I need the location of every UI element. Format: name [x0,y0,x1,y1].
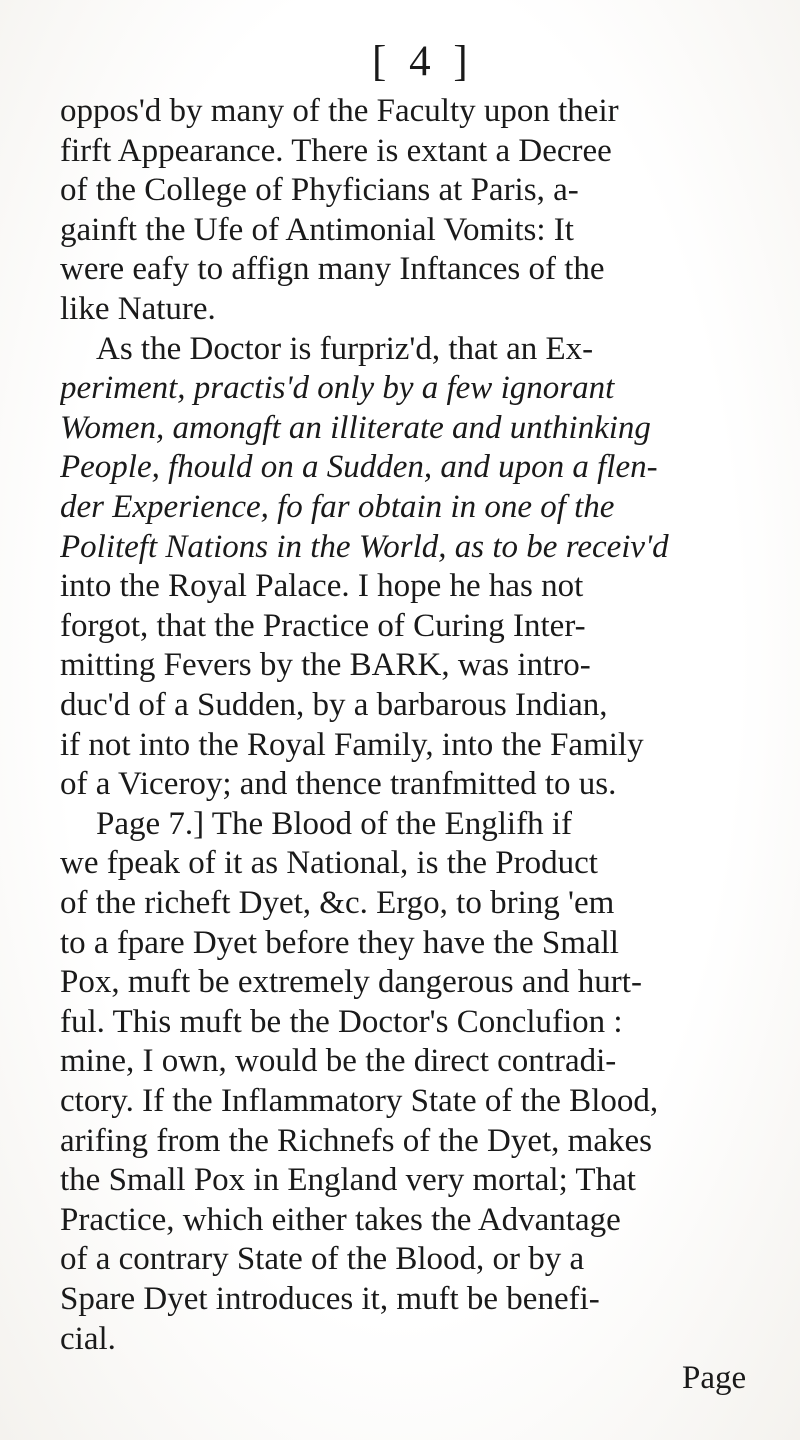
text-line: Politeft Nations in the World, as to be receiv'd [60,530,669,564]
text-line: arifing from the Richnefs of the Dyet, makes [60,1124,652,1158]
text-line: ctory. If the Inflammatory State of the Blood, [60,1085,659,1118]
text-line: like Nature. [60,293,216,326]
text-line: cial. [60,1322,116,1356]
text-line: der Experience, fo far obtain in one of the [60,491,615,524]
page-number: [ 4 ] [372,38,474,85]
text-line: of a Viceroy; and thence tranfmitted to us. [60,768,617,802]
text-line: of a contrary State of the Blood, or by a [60,1243,585,1277]
text-line: mitting Fevers by the BARK, was intro- [60,649,591,683]
text-line: of the richeft Dyet, &c. Ergo, to bring 'em [60,887,615,920]
text-line: the Small Pox in England very mortal; That [60,1164,636,1198]
text-line: ful. This muft be the Doctor's Conclufion : [60,1005,623,1039]
text-line: Spare Dyet introduces it, muft be benefi- [60,1283,600,1316]
text-line: gainft the Ufe of Antimonial Vomits: It [60,213,574,247]
text-line: oppos'd by many of the Faculty upon their [60,95,619,128]
text-line: People, fhould on a Sudden, and upon a flen- [60,451,658,485]
text-line: were eafy to affign many Inftances of the [60,253,605,287]
text-line: mine, I own, would be the direct contradi- [60,1045,617,1079]
text-line: Pox, muft be extremely dangerous and hurt- [60,966,642,1000]
text-line: duc'd of a Sudden, by a barbarous Indian, [60,689,608,722]
text-line: into the Royal Palace. I hope he has not [60,570,584,604]
text-line: firft Appearance. There is extant a Decree [60,134,612,168]
text-line: Page 7.] The Blood of the Englifh if [96,807,572,841]
text-line: we fpeak of it as National, is the Product [60,847,598,881]
text-line: Practice, which either takes the Advantage [60,1203,621,1237]
text-line: if not into the Royal Family, into the Family [60,728,644,762]
catchword: Page [682,1360,747,1397]
text-line: forgot, that the Practice of Curing Inter- [60,609,586,643]
text-line: Women, amongft an illiterate and unthinking [60,411,651,445]
text-line: As the Doctor is furpriz'd, that an Ex- [96,332,594,366]
text-line: of the College of Phyficians at Paris, a- [60,174,579,208]
text-line: to a fpare Dyet before they have the Small [60,926,619,960]
text-line: periment, practis'd only by a few ignorant [60,372,615,406]
